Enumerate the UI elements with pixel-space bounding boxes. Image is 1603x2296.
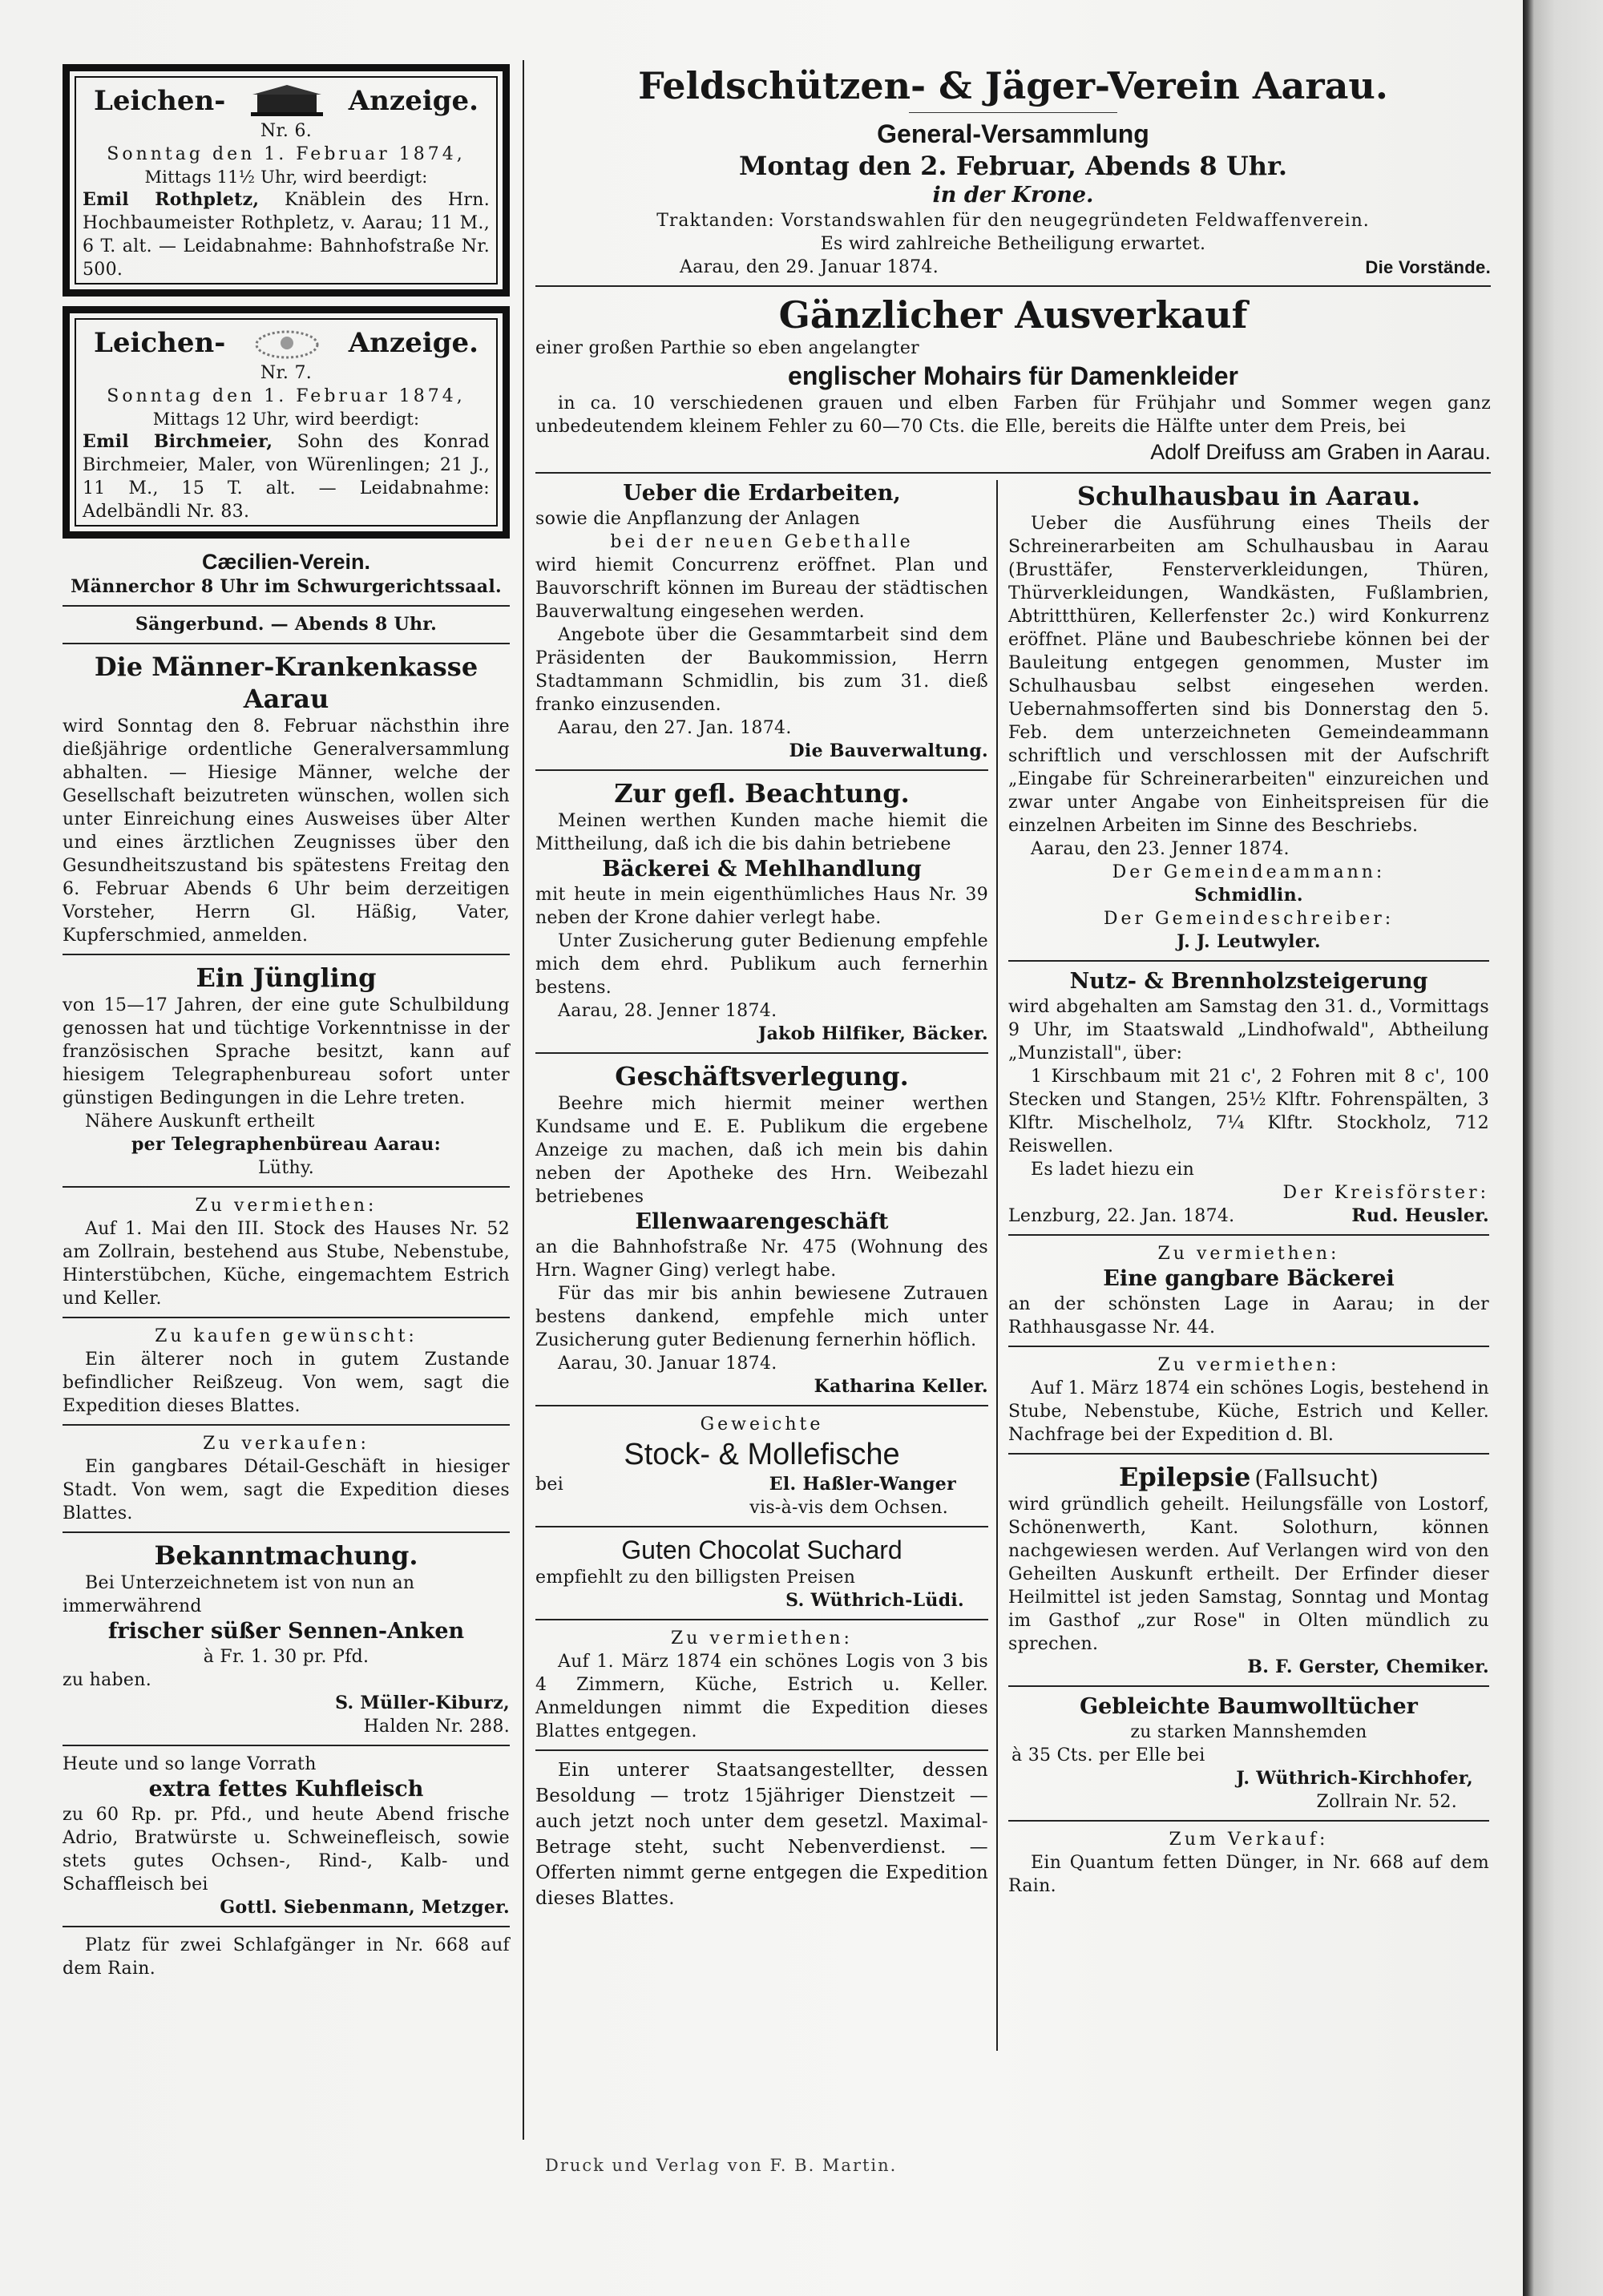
beachtung-headline: Bäckerei & Mehlhandlung (602, 857, 922, 882)
vermiethen-title: Zu vermiethen: (195, 1196, 378, 1216)
feldschuetzen-sig: Die Vorstände. (1365, 257, 1491, 277)
erdarbeiten-dateline: Aarau, den 27. Jan. 1874. (558, 718, 792, 738)
notice-line1: Sonntag den 1. Februar 1874, (107, 386, 466, 406)
juengling-sig2: Lüthy. (257, 1158, 315, 1178)
logis-notice (1008, 1354, 1489, 1447)
chocolat-sig: S. Wüthrich-Lüdi. (785, 1590, 964, 1611)
beachtung-sig: Jakob Hilfiker, Bäcker. (757, 1023, 988, 1044)
page-edge (1523, 0, 1603, 2296)
imprint: Druck und Verlag von F. B. Martin. (545, 2156, 898, 2175)
erdarbeiten-notice (535, 480, 988, 763)
geschaeftsverlegung-headline: Ellenwaarengeschäft (635, 1209, 889, 1234)
bekanntmachung-notice (63, 1539, 510, 1738)
schulhausbau-role1: Der Gemeindeammann: (1112, 862, 1386, 882)
baeckerei-notice (1008, 1242, 1489, 1339)
bekanntmachung-line1: Bei Unterzeichnetem ist von nun an immerwährend (63, 1573, 415, 1616)
feldschuetzen-place: in der Krone. (932, 183, 1094, 208)
kaufen-title: Zu kaufen gewünscht: (155, 1326, 418, 1346)
far-right-column (1008, 480, 1489, 1903)
vermiethen-mid-body: Auf 1. März 1874 ein schönes Logis von 3 bis 4 Zimmern, Küche, Estrich u. Keller. Anmeldungen nimmt die Expedition dieses Blattes entgegen. (535, 1652, 988, 1741)
erdarbeiten-body2: Angebote über die Gesammtarbeit sind dem Präsidenten der Baukommission, Herrn Stadtammann Schmidlin, bis zum 31. dieß franko einzusenden. (535, 625, 988, 715)
juengling-sig1: per Telegraphenbüreau Aarau: (131, 1134, 441, 1155)
duenger-body: Ein Quantum fetten Dünger, in Nr. 668 auf dem Rain. (1008, 1853, 1489, 1896)
vermiethen-mid-title: Zu vermiethen: (671, 1628, 853, 1648)
right-area (535, 64, 1491, 2091)
brennholz-sig: Rud. Heusler. (1351, 1205, 1489, 1226)
ausverkauf-line1: einer großen Parthie so eben angelangter (535, 338, 919, 358)
mourning-emblem-icon (243, 83, 331, 119)
verkaufen-notice (63, 1432, 510, 1525)
epilepsie-notice (1008, 1461, 1489, 1679)
baeckerei-headline: Eine gangbare Bäckerei (1103, 1266, 1395, 1291)
inner-column-divider (996, 480, 998, 2051)
mollefische-sig2: vis-à-vis dem Ochsen. (749, 1498, 948, 1518)
deceased-name: Emil Rothpletz, (83, 189, 260, 210)
beachtung-body2: mit heute in mein eigenthümliches Haus Nr. 39 neben der Krone dahier verlegt habe. (535, 885, 988, 928)
saengerbund-notice: Sängerbund. — Abends 8 Uhr. (135, 614, 438, 635)
notice-number: Nr. 7. (260, 363, 313, 383)
bekanntmachung-sig2: Halden Nr. 288. (363, 1717, 510, 1737)
baumwolltuecher-sig1: J. Wüthrich-Kirchhofer, (1236, 1768, 1473, 1789)
ausverkauf-title: Gänzlicher Ausverkauf (778, 293, 1248, 337)
feldschuetzen-line1: Traktanden: Vorstandswahlen für den neugegründeten Feldwaffenverein. (656, 211, 1370, 231)
ausverkauf-headline: englischer Mohairs für Damenkleider (788, 361, 1238, 390)
feldschuetzen-subtitle: General-Versammlung (877, 119, 1149, 148)
bekanntmachung-headline: frischer süßer Sennen-Anken (107, 1619, 465, 1644)
death-notice-7 (63, 306, 510, 539)
vermiethen-logis-notice (535, 1627, 988, 1743)
feldschuetzen-notice (535, 64, 1491, 279)
middle-column (535, 480, 988, 1911)
notice-title-right: Anzeige. (348, 85, 478, 117)
erdarbeiten-line2: bei der neuen Gebethalle (610, 532, 914, 552)
chocolat-headline: Guten Chocolat Suchard (621, 1535, 902, 1564)
baumwolltuecher-sig2: Zollrain Nr. 52. (1316, 1792, 1457, 1812)
epilepsie-body: wird gründlich geheilt. Heilungsfälle von Lostorf, Schönenwerth, Kant. Solothurn, können nachgewiesen werden. Auf Verlangen wird von den Geheilten Auskunft ertheilt. Der Erfinder dieser Heilmittel ist jeden Samstag, Sonntag und Montag im Gasthof „zur Rose" in Olten mündlich zu sprechen. (1008, 1495, 1489, 1654)
brennholz-role: Der Kreisförster: (1282, 1183, 1489, 1203)
feldschuetzen-date: Montag den 2. Februar, Abends 8 Uhr. (738, 151, 1288, 181)
verkaufen-body: Ein gangbares Détail-Geschäft in hiesiger Stadt. Von wem, sagt die Expedition dieses Blattes. (63, 1457, 510, 1523)
schulhausbau-sig2: J. J. Leutwyler. (1177, 931, 1321, 952)
schulhausbau-notice (1008, 480, 1489, 954)
geschaeftsverlegung-notice (535, 1060, 988, 1398)
caecilien-title: Cæcilien-Verein. (201, 550, 371, 574)
bekanntmachung-title: Bekanntmachung. (154, 1540, 418, 1571)
beachtung-body3: Unter Zusicherung guter Bedienung empfehle mich dem ehrd. Publikum auch fernerhin bestens. (535, 931, 988, 998)
feldschuetzen-dateline: Aarau, den 29. Januar 1874. (680, 257, 939, 277)
brennholz-title: Nutz- & Brennholzsteigerung (1069, 969, 1428, 994)
caecilien-line: Männerchor 8 Uhr im Schwurgerichtssaal. (71, 576, 502, 597)
kuhfleisch-headline: extra fettes Kuhfleisch (148, 1777, 424, 1802)
bekanntmachung-zu-haben: zu haben. (63, 1670, 152, 1690)
kuhfleisch-notice (63, 1753, 510, 1919)
krankenkasse-subtitle: Aarau (243, 684, 329, 714)
kuhfleisch-line1: Heute und so lange Vorrath (63, 1754, 317, 1774)
kuhfleisch-sig: Gottl. Siebenmann, Metzger. (220, 1897, 510, 1918)
notice-body: Sohn des Konrad Birchmeier, Maler, von Würenlingen; 21 J., 11 M., 15 T. alt. — Leidabnahme: Adelbändli Nr. 83. (83, 432, 490, 522)
notice-line2: Mittags 12 Uhr, wird beerdigt: (152, 410, 420, 429)
baumwolltuecher-notice (1008, 1693, 1489, 1814)
geschaeftsverlegung-title: Geschäftsverlegung. (615, 1061, 909, 1092)
mollefische-headline: Stock- & Mollefische (624, 1438, 900, 1471)
chocolat-line: empfiehlt zu den billigsten Preisen (535, 1568, 856, 1588)
logis-body: Auf 1. März 1874 ein schönes Logis, bestehend in Stube, Nebenstube, Küche, Estrich und Keller. Nachfrage bei der Expedition d. Bl. (1008, 1378, 1489, 1445)
notice-title-right: Anzeige. (348, 327, 478, 359)
vermiethen-stock-notice (63, 1194, 510, 1310)
notice-body: Knäblein des Hrn. Hochbaumeister Rothpletz, v. Aarau; 11 M., 6 T. alt. — Leidabnahme: Bahnhofstraße Nr. 500. (83, 190, 490, 280)
ausverkauf-body: in ca. 10 verschiedenen grauen und elben Farben für Frühjahr und Sommer wegen ganz unbedeutendem kleinem Fehler zu 60—70 Cts. die Elle, bereits die Hälfte unter dem Preis, bei (535, 393, 1491, 437)
deceased-name: Emil Birchmeier, (83, 431, 273, 452)
beachtung-notice (535, 777, 988, 1046)
mollefische-sig1: El. Haßler-Wanger (769, 1474, 956, 1495)
feldschuetzen-title: Feldschützen- & Jäger-Verein Aarau. (638, 64, 1388, 107)
schulhausbau-title: Schulhausbau in Aarau. (1076, 481, 1421, 511)
ausverkauf-sig: Adolf Dreifuss am Graben in Aarau. (1150, 440, 1491, 464)
geschaeftsverlegung-body1: Beehre mich hiermit meiner werthen Kundsame und E. E. Publikum die ergebene Anzeige zu machen, daß ich mein bis dahin neben der Apotheke des Hrn. Weibezahl betriebenes (535, 1094, 988, 1207)
brennholz-dateline: Lenzburg, 22. Jan. 1874. (1008, 1206, 1235, 1226)
duenger-title: Zum Verkauf: (1169, 1830, 1329, 1850)
juengling-notice (63, 962, 510, 1180)
epilepsie-sig: B. F. Gerster, Chemiker. (1247, 1656, 1489, 1677)
geschaeftsverlegung-body2: an die Bahnhofstraße Nr. 475 (Wohnung des Hrn. Wagner Ging) verlegt habe. (535, 1237, 988, 1281)
erdarbeiten-body1: wird hiemit Concurrenz eröffnet. Plan und Bauvorschrift können im Bureau der städtischen Bauverwaltung eingesehen werden. (535, 555, 988, 622)
kuhfleisch-body: zu 60 Rp. pr. Pfd., und heute Abend frische Adrio, Bratwürste u. Schweinefleisch, sowie stets gutes Ochsen-, Rind-, Kalb- und Schaffleisch bei (63, 1805, 510, 1895)
death-notice-6 (63, 64, 510, 297)
mollefische-line1: Geweichte (700, 1414, 824, 1434)
verkaufen-title: Zu verkaufen: (203, 1434, 369, 1454)
baumwolltuecher-title: Gebleichte Baumwolltücher (1080, 1694, 1418, 1719)
bekanntmachung-price: à Fr. 1. 30 pr. Pfd. (203, 1647, 369, 1667)
notice-title-left: Leichen- (94, 327, 226, 359)
brennholz-line: Es ladet hiezu ein (1031, 1160, 1195, 1180)
erdarbeiten-line1: sowie die Anpflanzung der Anlagen (535, 509, 861, 529)
beachtung-title: Zur gefl. Beachtung. (614, 778, 910, 809)
brennholz-items: 1 Kirschbaum mit 21 c', 2 Fohren mit 8 c', 100 Stecken und Stangen, 25½ Klftr. Fohrenspälten, 3 Klftr. Mischelholz, 7¼ Klftr. Stockholz, 712 Reiswellen. (1008, 1067, 1489, 1156)
bekanntmachung-sig1: S. Müller-Kiburz, (335, 1693, 510, 1713)
kaufen-notice (63, 1325, 510, 1418)
baumwolltuecher-line1: zu starken Mannshemden (1130, 1722, 1367, 1742)
baumwolltuecher-line2: à 35 Cts. per Elle bei (1011, 1745, 1205, 1765)
notice-number: Nr. 6. (260, 121, 313, 141)
geschaeftsverlegung-sig: Katharina Keller. (814, 1376, 988, 1397)
erdarbeiten-sig: Die Bauverwaltung. (789, 740, 988, 761)
geschaeftsverlegung-dateline: Aarau, 30. Januar 1874. (558, 1354, 777, 1374)
chocolat-notice (535, 1534, 988, 1612)
baeckerei-title: Zu vermiethen: (1157, 1244, 1340, 1264)
duenger-notice (1008, 1828, 1489, 1898)
vermiethen-body: Auf 1. Mai den III. Stock des Hauses Nr. 52 am Zollrain, bestehend aus Stube, Nebenstube, Hinterstübchen, Küche, eingemachtem Estrich und Keller. (63, 1219, 510, 1309)
juengling-line: Nähere Auskunft ertheilt (85, 1112, 315, 1132)
column-divider (523, 60, 524, 2140)
krankenkasse-body: wird Sonntag den 8. Februar nächsthin ihre dießjährige ordentliche Generalversammlung abhalten. — Hiesige Männer, welche der Gesellschaft beizutreten wünschen, wollen sich unter Einreichung eines Ausweises über Alter und eines ärztlichen Zeugnisses über den Gesundheitszustand bis spätestens Freitag den 6. Februar Abends 6 Uhr beim derzeitigen Vorsteher, Herrn Gl. Häßig, Vater, Kupferschmied, anmelden. (63, 716, 510, 946)
epilepsie-title: Epilepsie (1118, 1462, 1251, 1492)
notice-title-left: Leichen- (94, 85, 226, 117)
brennholz-notice (1008, 968, 1489, 1228)
mourning-emblem-icon (243, 325, 331, 361)
juengling-body: von 15—17 Jahren, der eine gute Schulbildung genossen hat und tüchtige Vorkenntnisse in der französischen Sprache besitzt, kann auf hiesigem Telegraphenbureau sofort unter günstigen Bedingungen in die Lehre treten. (63, 995, 510, 1108)
mollefische-bei: bei (535, 1475, 564, 1495)
ausverkauf-notice (535, 293, 1491, 466)
baeckerei-body: an der schönsten Lage in Aarau; in der Rathhausgasse Nr. 44. (1008, 1294, 1489, 1338)
schlafgaenger-notice: Platz für zwei Schlafgänger in Nr. 668 auf dem Rain. (63, 1935, 510, 1979)
brennholz-body: wird abgehalten am Samstag den 31. d., Vormittags 9 Uhr, im Staatswald „Lindhofwald", Abtheilung „Munzistall", über: (1008, 997, 1489, 1063)
beachtung-body1: Meinen werthen Kunden mache hiemit die Mittheilung, daß ich die bis dahin betriebene (535, 811, 988, 854)
erdarbeiten-title: Ueber die Erdarbeiten, (623, 481, 901, 506)
notice-line1: Sonntag den 1. Februar 1874, (107, 144, 466, 164)
krankenkasse-notice (63, 651, 510, 947)
schulhausbau-body1: Ueber die Ausführung eines Theils der Schreinerarbeiten am Schulhausbau in Aarau (Brusttäfer, Fensterverkleidungen, Thüren, Thürverkleidungen, Wandkästen, Fußlambrien, Abtrittthüren, Kellerfenster 2c.) wird Konkurrenz eröffnet. Pläne und Baubeschriebe können bei der Bauleitung entgegen genommen, Muster im Schulhausbau selbst eingesehen werden. Uebernahmsofferten sind bis Donnerstag den 5. Feb. dem unterzeichneten Gemeindeammann schriftlich und verschlossen mit der Aufschrift „Eingabe für Schreinerarbeiten" einzureichen und zwar unter Angabe von Einheitspreisen für die einzelnen Arbeiten im Sinne des Beschriebs. (1008, 514, 1489, 836)
notice-line2: Mittags 11½ Uhr, wird beerdigt: (144, 167, 428, 187)
schulhausbau-dateline: Aarau, den 23. Jenner 1874. (1031, 839, 1290, 859)
staatsangestellter-notice: Ein unterer Staatsangestellter, dessen Besoldung — trotz 15jähriger Dienstzeit — auch jetzt noch unter dem gesetzl. Maximal-Betrage steht, sucht Nebenverdienst. — Offerten nimmt gerne entgegen die Expedition dieses Blattes. (535, 1760, 988, 1909)
logis-title: Zu vermiethen: (1157, 1355, 1340, 1375)
krankenkasse-title: Die Männer-Krankenkasse (94, 652, 478, 682)
schulhausbau-sig1: Schmidlin. (1194, 885, 1303, 906)
geschaeftsverlegung-body3: Für das mir bis anhin bewiesene Zutrauen bestens dankend, empfehle mich unter Zusicherung guter Bedienung fernerhin höflich. (535, 1284, 988, 1350)
feldschuetzen-line2: Es wird zahlreiche Betheiligung erwartet. (820, 234, 1206, 254)
schulhausbau-role2: Der Gemeindeschreiber: (1103, 909, 1395, 929)
beachtung-dateline: Aarau, 28. Jenner 1874. (558, 1001, 777, 1021)
caecilien-notice (63, 548, 510, 599)
left-column (63, 64, 510, 1980)
epilepsie-title-suffix: (Fallsucht) (1254, 1465, 1379, 1491)
kaufen-body: Ein älterer noch in gutem Zustande befindlicher Reißzeug. Von wem, sagt die Expedition dieses Blattes. (63, 1350, 510, 1416)
mollefische-notice (535, 1413, 988, 1519)
juengling-title: Ein Jüngling (196, 962, 377, 993)
